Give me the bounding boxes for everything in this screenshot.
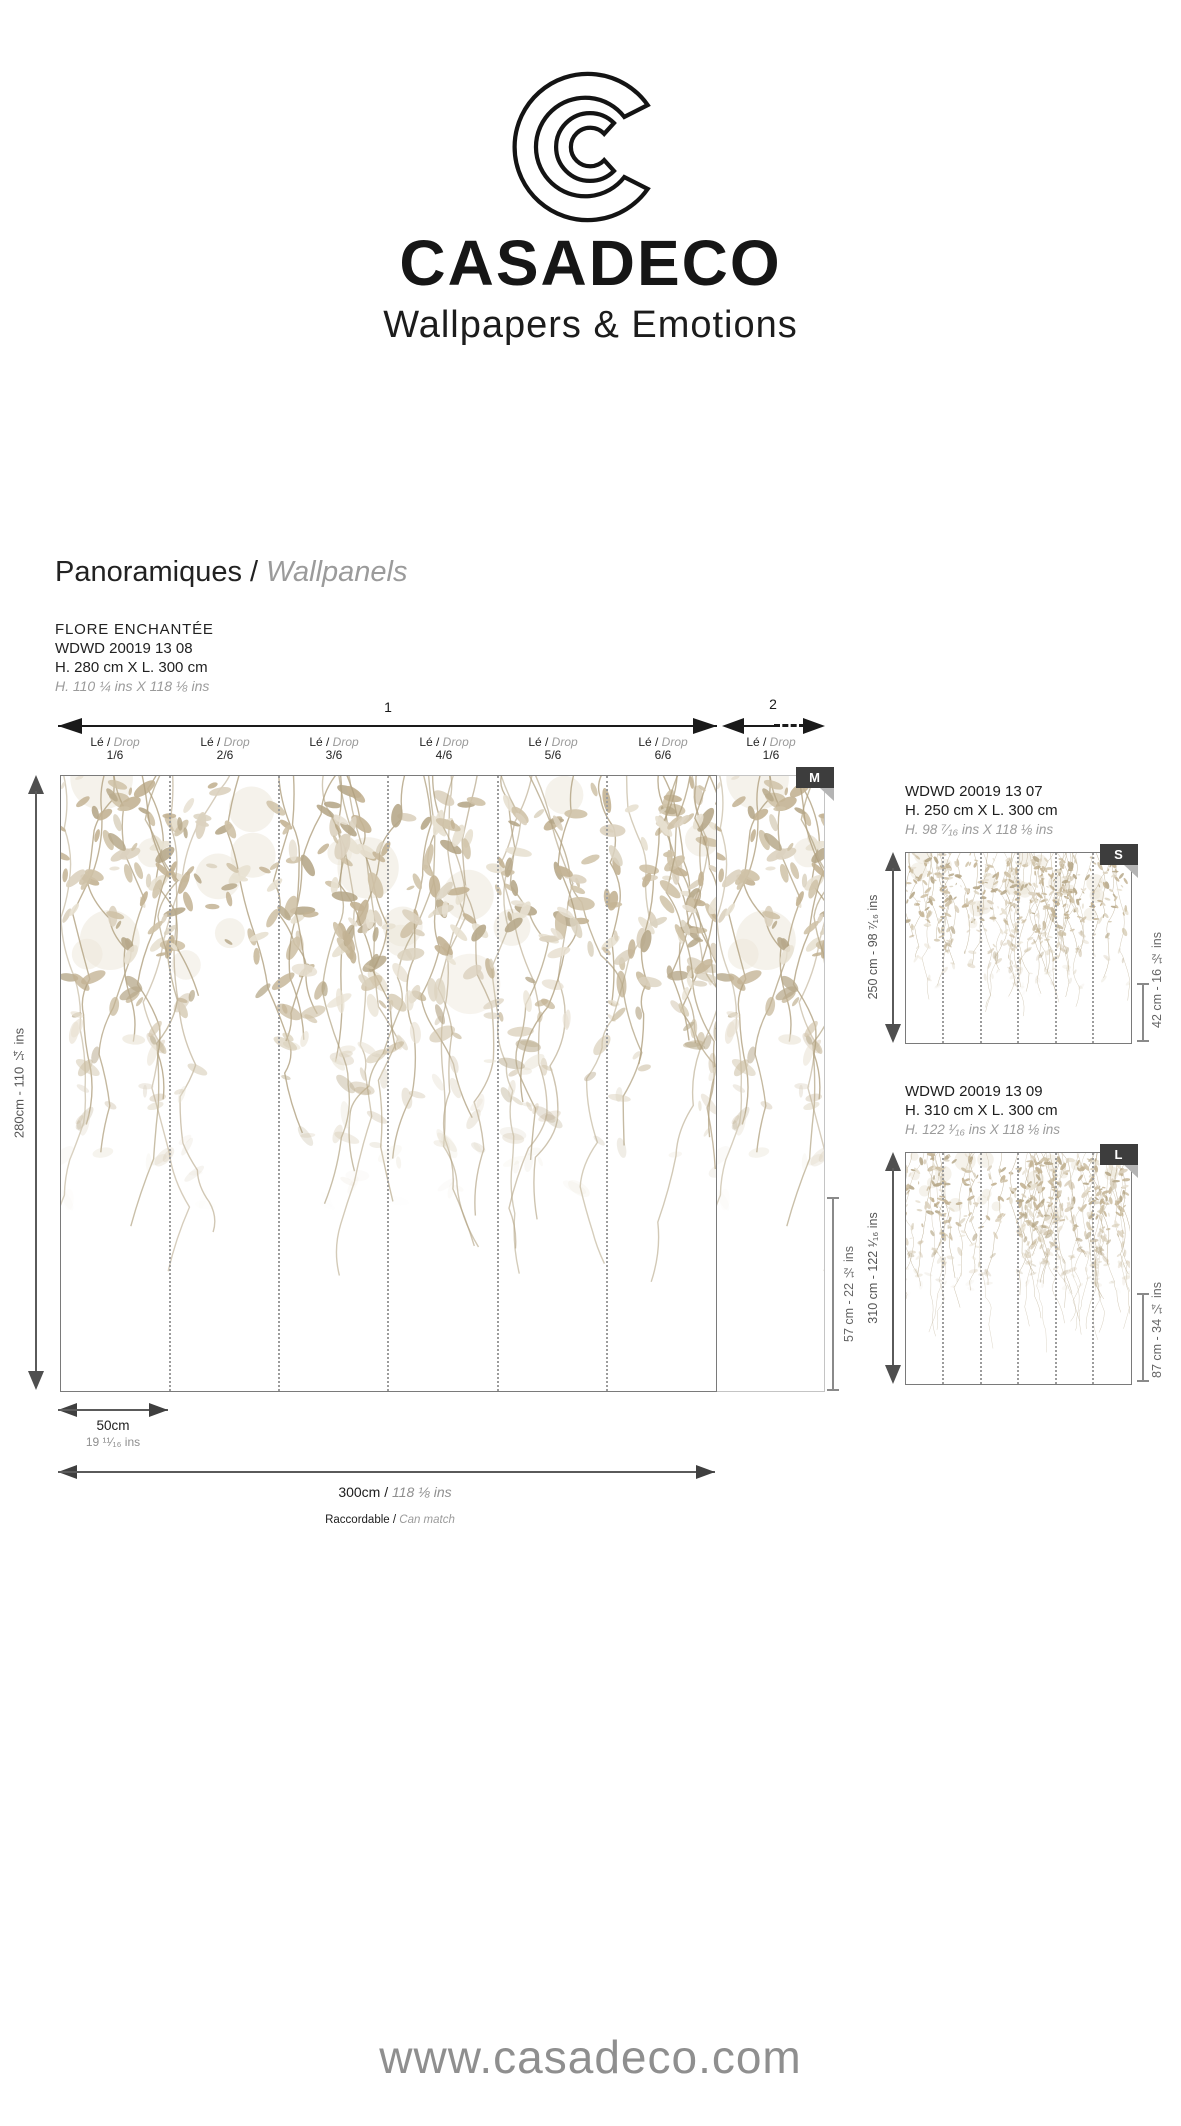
product-size-ins: H. 110 ¼ ins X 118 ⅛ ins xyxy=(55,678,210,694)
height-arrow-line xyxy=(892,1168,894,1367)
variant-l-height-label: 310 cm - 122 ¹⁄₁₆ ins xyxy=(866,1212,880,1324)
variant-l-size-cm: H. 310 cm X L. 300 cm xyxy=(905,1102,1058,1119)
page-title-en: Wallpanels xyxy=(266,556,408,588)
height-arrow-down-icon xyxy=(28,1371,44,1390)
size-badge-s: S xyxy=(1100,844,1138,865)
measure-tick xyxy=(1137,1380,1149,1382)
variant-s-height-label: 250 cm - 98 ⁷⁄₁₆ ins xyxy=(866,894,880,1000)
product-size-cm: H. 280 cm X L. 300 cm xyxy=(55,659,208,676)
drop-divider xyxy=(387,776,389,1391)
variant-s-reference: WDWD 20019 13 07 xyxy=(905,783,1043,800)
drop-divider xyxy=(942,1153,944,1384)
wallpanel-preview-s xyxy=(905,852,1132,1044)
arrow-1-right-head-icon xyxy=(693,718,717,734)
drop-width-label: 50cm 19 ¹¹⁄₁₆ ins xyxy=(48,1418,178,1449)
variant-s-info xyxy=(905,782,1058,839)
measure-tick xyxy=(827,1389,839,1391)
total-width-arrow-right-icon xyxy=(696,1465,715,1479)
height-arrow-down-icon xyxy=(885,1024,901,1043)
variant-l-info xyxy=(905,1082,1060,1139)
brand-tagline: Wallpapers & Emotions xyxy=(383,304,798,346)
variant-s-white-area-label: 42 cm - 16 ½ ins xyxy=(1150,932,1164,1028)
variant-l-reference: WDWD 20019 13 09 xyxy=(905,1083,1043,1100)
wallpanel-preview-main xyxy=(60,775,717,1392)
drop-width-label-ins: 19 ¹¹⁄₁₆ ins xyxy=(85,1435,141,1449)
drop-label-7: Lé / Drop 1/6 xyxy=(746,735,796,762)
drop-divider xyxy=(980,1153,982,1384)
wallpanel-preview-l xyxy=(905,1152,1132,1385)
drop-divider xyxy=(980,853,982,1043)
height-arrow-line xyxy=(35,791,37,1374)
arrow-2-left-head-icon xyxy=(722,718,744,734)
drop-divider xyxy=(1055,1153,1057,1384)
drop-divider xyxy=(1092,853,1094,1043)
drop-label-6: Lé / Drop 6/6 xyxy=(638,735,688,762)
casadeco-logo-icon xyxy=(508,70,672,224)
drop-divider xyxy=(278,776,280,1391)
group-2-label: 2 xyxy=(769,696,777,712)
page-title-fr: Panoramiques / xyxy=(55,556,267,588)
variant-s-size-ins: H. 98 ⁷⁄₁₆ ins X 118 ⅛ ins xyxy=(905,822,1054,837)
drop-divider xyxy=(497,776,499,1391)
total-width-label: 300cm / 118 ⅛ ins xyxy=(338,1484,452,1500)
wallpanel-preview-match-drop xyxy=(717,775,825,1392)
size-badge-l: L xyxy=(1100,1144,1138,1165)
drop-label-4: Lé / Drop 4/6 xyxy=(419,735,469,762)
width-arrow-2-dashed-line xyxy=(774,724,805,727)
match-note: Raccordable / Can match xyxy=(325,1514,455,1526)
drop-divider xyxy=(1017,1153,1019,1384)
drop-label-1: Lé / Drop 1/6 xyxy=(90,735,140,762)
brand-name: CASADECO xyxy=(399,227,782,299)
drop-divider xyxy=(169,776,171,1391)
drop-width-arrow-right-icon xyxy=(149,1403,168,1417)
height-dimension-label: 280cm - 110 ¼ ins xyxy=(11,1027,27,1139)
variant-s-size-cm: H. 250 cm X L. 300 cm xyxy=(905,802,1058,819)
wallpaper-pattern-image xyxy=(717,776,825,1391)
group-1-label: 1 xyxy=(384,699,392,715)
website-url: www.casadeco.com xyxy=(379,2031,802,2083)
product-info xyxy=(55,620,214,696)
product-collection: FLORE ENCHANTÉE xyxy=(55,621,214,638)
drop-divider xyxy=(1017,853,1019,1043)
size-badge-m: M xyxy=(796,767,834,788)
variant-l-white-area-label: 87 cm - 34 ¼ ins xyxy=(1150,1282,1164,1378)
drop-label-2: Lé / Drop 2/6 xyxy=(200,735,250,762)
white-area-label: 57 cm - 22 ½ ins xyxy=(842,1246,856,1342)
arrow-1-left-head-icon xyxy=(58,718,82,734)
white-area-measure-line xyxy=(832,1198,834,1390)
variant-l-size-ins: H. 122 ¹⁄₁₆ ins X 118 ⅛ ins xyxy=(905,1122,1061,1137)
white-area-measure-line xyxy=(1142,1294,1144,1381)
width-arrow-2-line xyxy=(744,725,774,727)
drop-divider xyxy=(606,776,608,1391)
height-arrow-down-icon xyxy=(885,1365,901,1384)
total-width-arrow-line xyxy=(58,1471,715,1473)
height-arrow-line xyxy=(892,868,894,1026)
product-reference: WDWD 20019 13 08 xyxy=(55,640,193,657)
white-area-measure-line xyxy=(1142,984,1144,1041)
drop-divider xyxy=(1092,1153,1094,1384)
drop-label-5: Lé / Drop 5/6 xyxy=(528,735,578,762)
drop-divider xyxy=(1055,853,1057,1043)
drop-divider xyxy=(942,853,944,1043)
width-arrow-1-line xyxy=(58,725,717,727)
page-title xyxy=(55,556,408,589)
measure-tick xyxy=(1137,1040,1149,1042)
drop-label-3: Lé / Drop 3/6 xyxy=(309,735,359,762)
arrow-2-right-head-icon xyxy=(803,718,825,734)
